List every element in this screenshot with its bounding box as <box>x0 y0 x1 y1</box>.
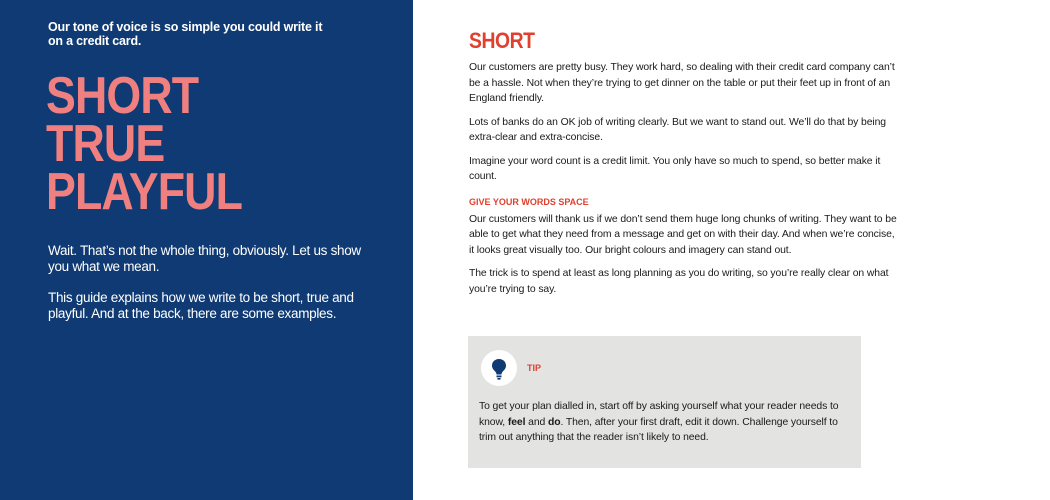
headline-playful: PLAYFUL <box>46 163 243 221</box>
tip-text <box>479 399 854 446</box>
subheading: GIVE YOUR WORDS SPACE <box>469 196 589 207</box>
body-paragraph-1: Our customers are pretty busy. They work hard, so dealing with their credit card company can’t be a hassle. Not when they’re trying to get dinner on the table or put their feet up in front of an England friendly. <box>469 62 895 104</box>
left-paragraph-1: Wait. That’s not the whole thing, obviously. Let us show you what we mean. <box>48 243 361 274</box>
tip-text-part: and <box>525 416 548 428</box>
lightbulb-icon <box>481 350 517 386</box>
section-title: SHORT <box>469 28 535 53</box>
left-panel <box>0 0 413 500</box>
left-paragraph-2: This guide explains how we write to be short, true and playful. And at the back, there are some examples. <box>48 290 354 321</box>
body-paragraph-2: Lots of banks do an OK job of writing clearly. But we want to stand out. We’ll do that by being extra-clear and extra-concise. <box>469 116 886 143</box>
headline-true: TRUE <box>46 115 165 173</box>
headline <box>46 67 243 221</box>
intro-text: Our tone of voice is so simple you could write it on a credit card. <box>48 20 323 48</box>
tip-bold-feel: feel <box>507 416 526 428</box>
tip-text-part: To get your plan dialled in, start off by asking yourself what your reader needs to know, <box>479 401 839 428</box>
tip-label: TIP <box>527 363 542 373</box>
tip-bold-do: do <box>548 416 561 428</box>
tip-box <box>468 336 861 468</box>
right-content <box>469 28 899 305</box>
body-paragraph-4: Our customers will thank us if we don’t send them huge long chunks of writing. They want to be able to get what they need from a message and get on with their day. And when we’re concise, it looks great visually too. Our bright colours and imagery can stand out. <box>469 213 897 256</box>
body-paragraph-3: Imagine your word count is a credit limit. You only have so much to spend, so better make it count. <box>469 155 881 182</box>
tip-text-part: . Then, after your first draft, edit it down. Challenge yourself to trim out anything that the reader isn’t likely to need. <box>479 416 838 443</box>
body-paragraph-5: The trick is to spend at least as long planning as you do writing, so you’re really clear on what you’re trying to say. <box>469 268 889 295</box>
headline-short: SHORT <box>46 67 199 125</box>
